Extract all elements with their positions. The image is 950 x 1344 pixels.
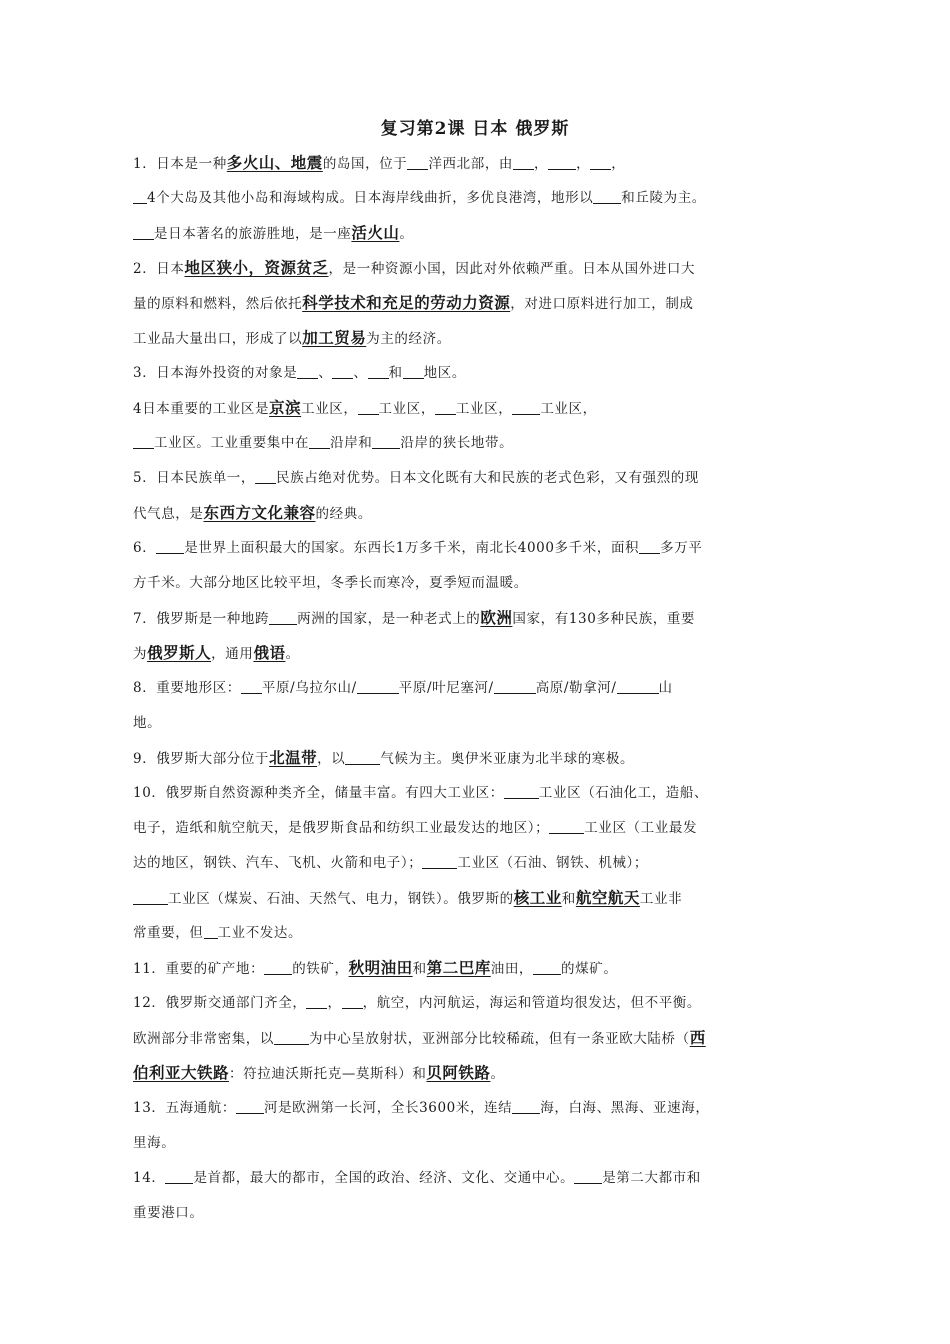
body-text: 民族占绝对优势。日本文化既有大和民族的老式色彩，又有强烈的现 [276, 470, 699, 486]
fill-in-blank [494, 679, 536, 694]
text-line [133, 815, 833, 850]
body-text: 海，白海、黑海、亚速海， [540, 1100, 710, 1116]
fill-in-blank [345, 750, 380, 765]
body-text: 工业区， [378, 401, 435, 417]
fill-in-blank [133, 225, 154, 240]
body-text: 14． [133, 1170, 166, 1186]
body-text: ， [327, 995, 342, 1011]
body-text: 工业区（石油、钢铁、机械）； [457, 855, 649, 871]
fill-in-blank [422, 854, 457, 869]
body-text: 是首都，最大的都市，全国的政治、经济、文化、交通中心。 [193, 1170, 575, 1186]
body-text: 平原/乌拉尔山/ [261, 680, 357, 696]
fill-in-blank [133, 189, 147, 204]
body-text: ，以 [317, 751, 346, 767]
answer-text: 东西方文化兼容 [203, 503, 316, 522]
fill-in-blank [274, 1030, 309, 1045]
text-line [133, 640, 833, 675]
body-text: 和 [561, 891, 576, 907]
text-line [133, 500, 833, 535]
fill-in-blank [332, 364, 353, 379]
body-text: 沿岸和 [330, 435, 373, 451]
body-text: 是世界上面积最大的国家。东西长1万多千米，南北长4000多千米，面积 [184, 540, 640, 556]
body-text: 两洲的国家，是一种老式上的 [297, 611, 481, 627]
body-text: 方千米。大部分地区比较平坦，冬季长而寒冷，夏季短而温暖。 [133, 575, 528, 591]
body-text: 7．俄罗斯是一种地跨 [133, 611, 270, 627]
body-text: 山 [658, 680, 673, 696]
text-line [133, 1165, 833, 1200]
body-text: 沿岸的狭长地带。 [400, 435, 514, 451]
answer-text: 俄罗斯人 [147, 643, 212, 662]
body-text: 国家，有130多种民族，重要 [512, 611, 696, 627]
body-text: 和丘陵为主。 [621, 190, 706, 206]
body-text: 为 [133, 646, 148, 662]
answer-text: 伯利亚大铁路 [133, 1063, 230, 1082]
text-line [133, 1200, 833, 1235]
body-text: ，是一种资源小国，因此对外依赖严重。日本从国外进口大 [328, 261, 696, 277]
fill-in-blank [372, 434, 400, 449]
text-line [133, 955, 833, 990]
answer-text: 秋明油田 [348, 958, 413, 977]
page-title: 复习第2课 日本 俄罗斯 [380, 119, 570, 139]
text-line [133, 1130, 833, 1165]
body-text: 的铁矿， [292, 961, 349, 977]
fill-in-blank [617, 679, 659, 694]
body-text: 是日本著名的旅游胜地，是一座 [154, 226, 352, 242]
body-text: 10．俄罗斯自然资源种类齐全，储量丰富。有四大工业区： [133, 785, 504, 801]
fill-in-blank [512, 1099, 540, 1114]
text-line [133, 1095, 833, 1130]
text-line [133, 1060, 833, 1095]
fill-in-blank [435, 400, 456, 415]
body-text: 。 [399, 226, 414, 242]
body-text: 工业区（工业最发 [584, 820, 698, 836]
body-text: 平原/叶尼塞河/ [398, 680, 494, 696]
body-text: 工业区， [540, 401, 597, 417]
fill-in-blank [548, 155, 576, 170]
fill-in-blank [342, 994, 363, 1009]
answer-text: 俄语 [253, 643, 286, 662]
body-text: 油田， [490, 961, 534, 977]
body-text: 的经典。 [315, 506, 372, 522]
text-line [133, 150, 833, 185]
body-text: 为主的经济。 [366, 331, 451, 347]
body-text: 1．日本是一种 [133, 156, 227, 172]
body-text: ，通用 [211, 646, 254, 662]
body-text: 工业非 [639, 891, 683, 907]
text-line [133, 675, 833, 710]
fill-in-blank [504, 784, 539, 799]
body-text: 12．俄罗斯交通部门齐全， [133, 995, 307, 1011]
fill-in-blank [306, 994, 327, 1009]
body-text: ：符拉迪沃斯托克—莫斯科）和 [229, 1066, 427, 1082]
fill-in-blank [403, 364, 424, 379]
fill-in-blank [407, 155, 428, 170]
worksheet-body [133, 150, 833, 1235]
fill-in-blank [512, 400, 540, 415]
answer-text: 西 [689, 1028, 706, 1047]
text-line [133, 605, 833, 640]
fill-in-blank [368, 364, 389, 379]
fill-in-blank [639, 539, 660, 554]
fill-in-blank [533, 960, 561, 975]
fill-in-blank [309, 434, 330, 449]
text-line [133, 710, 833, 745]
body-text: 工业不发达。 [217, 925, 303, 941]
body-text: 电子，造纸和航空航天，是俄罗斯食品和纺织工业最发达的地区）； [133, 820, 550, 836]
fill-in-blank [358, 400, 379, 415]
fill-in-blank [133, 890, 168, 905]
text-line [133, 990, 833, 1025]
body-text: 4日本重要的工业区是 [133, 401, 270, 417]
text-line [133, 290, 833, 325]
text-line [133, 325, 833, 360]
body-text: 的岛国，位于 [322, 156, 408, 172]
body-text: ，对进口原料进行加工，制成 [510, 296, 694, 312]
fill-in-blank [156, 539, 184, 554]
body-text: 11．重要的矿产地： [133, 961, 265, 977]
text-line [133, 185, 833, 220]
body-text: 。 [285, 646, 300, 662]
text-line [133, 570, 833, 605]
body-text: 的煤矿。 [561, 961, 618, 977]
body-text: 地区。 [423, 365, 466, 381]
answer-text: 核工业 [513, 888, 562, 907]
answer-text: 科学技术和充足的劳动力资源 [302, 293, 511, 312]
answer-text: 活火山 [351, 223, 400, 242]
body-text: 工业区（煤炭、石油、天然气、电力，钢铁）。俄罗斯的 [168, 891, 514, 907]
text-line [133, 780, 833, 815]
body-text: 工业区。工业重要集中在 [154, 435, 310, 451]
answer-text: 贝阿铁路 [426, 1063, 491, 1082]
body-text: 量的原料和燃料，然后依托 [133, 296, 303, 312]
body-text: 洋西北部，由 [428, 156, 514, 172]
answer-text: 第二巴库 [426, 958, 491, 977]
body-text: 欧洲部分非常密集，以 [133, 1031, 274, 1047]
body-text: 2．日本 [133, 261, 185, 277]
body-text: 和 [412, 961, 427, 977]
body-text: ， [576, 156, 591, 172]
body-text: 工业品大量出口，形成了以 [133, 331, 303, 347]
fill-in-blank [165, 1169, 193, 1184]
answer-text: 北温带 [269, 748, 318, 767]
body-text: 、 [318, 365, 333, 381]
fill-in-blank [133, 434, 154, 449]
text-line [133, 255, 833, 290]
body-text: 。 [490, 1066, 505, 1082]
answer-text: 加工贸易 [302, 328, 367, 347]
body-text: 重要港口。 [133, 1205, 204, 1221]
fill-in-blank [593, 189, 621, 204]
text-line [133, 920, 833, 955]
text-line [133, 850, 833, 885]
fill-in-blank [204, 924, 218, 939]
body-text: 和 [388, 365, 403, 381]
fill-in-blank [549, 819, 584, 834]
body-text: 常重要，但 [133, 925, 204, 941]
text-line [133, 745, 833, 780]
fill-in-blank [241, 679, 262, 694]
answer-text: 航空航天 [575, 888, 640, 907]
fill-in-blank [574, 1169, 602, 1184]
body-text: 9．俄罗斯大部分位于 [133, 751, 270, 767]
body-text: 代气息，是 [133, 506, 204, 522]
text-line [133, 885, 833, 920]
body-text: 里海。 [133, 1135, 176, 1151]
body-text: 工业区（石油化工，造船、 [538, 785, 709, 801]
body-text: 气候为主。奥伊米亚康为北半球的寒极。 [380, 751, 635, 767]
body-text: 6． [133, 540, 157, 556]
body-text: 工业区， [455, 401, 513, 417]
fill-in-blank [513, 155, 534, 170]
text-line [133, 465, 833, 500]
body-text: 河是欧洲第一长河，全长3600米，连结 [263, 1100, 513, 1116]
body-text: 13．五海通航： [133, 1100, 236, 1116]
text-line [133, 360, 833, 395]
fill-in-blank [357, 679, 399, 694]
fill-in-blank [297, 364, 318, 379]
text-line [133, 430, 833, 465]
text-line [133, 535, 833, 570]
body-text: ，航空，内河航运，海运和管道均很发达，但不平衡。 [362, 995, 701, 1011]
body-text: 是第二大都市和 [602, 1170, 701, 1186]
body-text: 高原/勒拿河/ [535, 680, 617, 696]
fill-in-blank [590, 155, 611, 170]
body-text: 达的地区，钢铁、汽车、飞机、火箭和电子）； [133, 855, 423, 871]
fill-in-blank [255, 469, 276, 484]
answer-text: 欧洲 [480, 608, 513, 627]
text-line [133, 395, 833, 430]
text-line [133, 220, 833, 255]
body-text: 工业区， [301, 401, 358, 417]
body-text: 为中心呈放射状，亚洲部分比较稀疏，但有一条亚欧大陆桥（ [309, 1031, 690, 1047]
body-text: 多万平 [660, 540, 703, 556]
answer-text: 地区狭小，资源贫乏 [184, 258, 329, 277]
body-text: 3．日本海外投资的对象是 [133, 365, 298, 381]
body-text: 地。 [133, 715, 162, 731]
body-text: ， [611, 156, 626, 172]
answer-text: 多火山、地震 [226, 153, 323, 172]
body-text: 8．重要地形区： [133, 680, 241, 696]
body-text: 4个大岛及其他小岛和海域构成。日本海岸线曲折，多优良港湾，地形以 [147, 190, 594, 206]
body-text: 5．日本民族单一， [133, 470, 255, 486]
fill-in-blank [236, 1099, 264, 1114]
body-text: 、 [353, 365, 368, 381]
fill-in-blank [264, 960, 292, 975]
body-text: ， [534, 156, 549, 172]
answer-text: 京滨 [269, 398, 302, 417]
text-line [133, 1025, 833, 1060]
fill-in-blank [269, 610, 297, 625]
